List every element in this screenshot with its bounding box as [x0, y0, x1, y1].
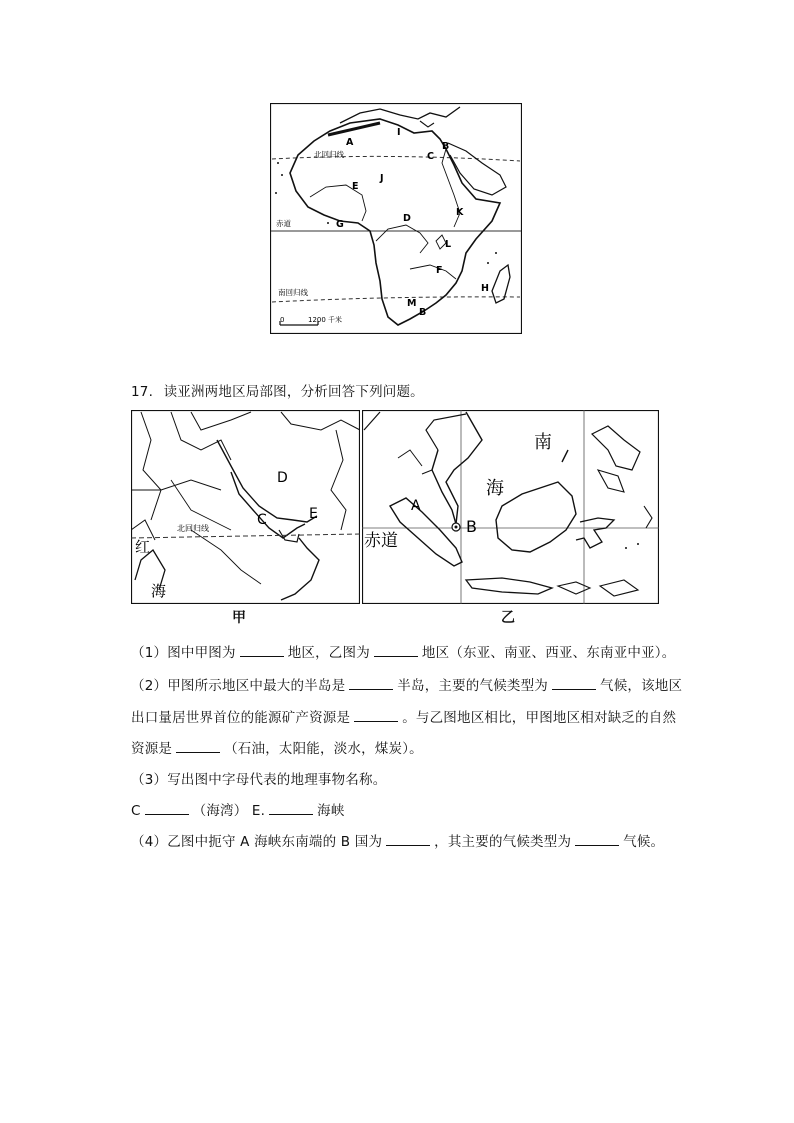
line-2-text-b: 半岛，主要的气候类型为: [397, 678, 548, 694]
label-J: J: [380, 173, 384, 184]
question-line-2: [131, 674, 682, 694]
line-6-text-c: 海峡: [317, 803, 345, 819]
line-7-text-a: （4）乙图中扼守 A 海峡东南端的 B 国为: [131, 834, 383, 850]
line-2-text-a: （2）甲图所示地区中最大的半岛是: [131, 678, 346, 694]
map-yi: [362, 410, 659, 604]
label-A: A: [346, 137, 354, 148]
label-B-bottom: B: [419, 307, 427, 318]
label-H: H: [481, 283, 489, 294]
jia-label-E: E: [309, 506, 318, 522]
answer-blank-9[interactable]: [386, 833, 430, 846]
answer-blank-10[interactable]: [575, 833, 619, 846]
line-7-text-b: ，其主要的气候类型为: [434, 834, 572, 850]
yi-label-B: B: [466, 517, 477, 536]
answer-blank-3[interactable]: [349, 677, 393, 690]
question-line-4: [131, 737, 423, 757]
yi-south-sea-1: 南: [534, 432, 552, 453]
label-K: K: [456, 207, 464, 218]
line-1-text-c: 地区（东亚、南亚、西亚、东南亚中亚）。: [421, 645, 676, 661]
question-line-6: [131, 799, 345, 819]
label-G: G: [336, 219, 344, 230]
line-1-text-b: 地区，乙图为: [287, 645, 370, 661]
line-2-text-c: 气候，该地区: [600, 678, 683, 694]
answer-blank-5[interactable]: [354, 709, 398, 722]
answer-blank-7[interactable]: [145, 802, 189, 815]
scale-zero: 0: [280, 316, 285, 324]
question-line-3: [131, 706, 676, 726]
question-text: 读亚洲两地区局部图，分析回答下列问题。: [163, 384, 424, 400]
label-B-top: B: [442, 141, 450, 152]
label-I: I: [397, 127, 401, 138]
label-M: M: [407, 298, 417, 309]
question-number: 17.: [131, 384, 154, 400]
label-F: F: [436, 265, 443, 276]
jia-red-sea-2: 海: [151, 582, 167, 600]
line-6-text-b: （海湾） E.: [192, 803, 266, 819]
answer-blank-2[interactable]: [374, 644, 418, 657]
tropic-north-label: 北回归线: [314, 150, 344, 159]
tropic-south-label: 南回归线: [278, 288, 308, 297]
question-17-stem: [131, 380, 424, 400]
label-E: E: [352, 181, 359, 192]
label-D: D: [403, 213, 411, 224]
answer-blank-1[interactable]: [240, 644, 284, 657]
answer-blank-6[interactable]: [176, 740, 220, 753]
yi-label-A: A: [411, 498, 421, 514]
question-line-7: [131, 830, 664, 850]
africa-map: [270, 103, 522, 334]
line-5-text: （3）写出图中字母代表的地理事物名称。: [131, 772, 387, 788]
question-line-5: [131, 768, 386, 788]
line-4-text-b: （石油，太阳能，淡水，煤炭）。: [224, 741, 423, 757]
jia-label-D: D: [277, 470, 288, 486]
label-L: L: [445, 239, 452, 250]
answer-blank-8[interactable]: [269, 802, 313, 815]
yi-caption: 乙: [501, 610, 515, 626]
yi-equator-label: 赤道: [364, 531, 398, 551]
equator-label: 赤道: [276, 219, 291, 228]
line-7-text-c: 气候。: [623, 834, 665, 850]
map-jia: [131, 410, 360, 604]
line-3-text-b: 。与乙图地区相比，甲图地区相对缺乏的自然: [402, 710, 677, 726]
jia-tropic-label: 北回归线: [177, 524, 209, 533]
line-6-text-a: C: [131, 803, 141, 819]
yi-south-sea-2: 海: [486, 478, 504, 499]
answer-blank-4[interactable]: [552, 677, 596, 690]
line-4-text-a: 资源是: [131, 741, 173, 757]
line-3-text-a: 出口量居世界首位的能源矿产资源是: [131, 710, 351, 726]
jia-label-C: C: [257, 512, 267, 528]
scale-distance: 1200 千米: [308, 316, 343, 324]
question-line-1: [131, 641, 675, 661]
line-1-text-a: （1）图中甲图为: [131, 645, 236, 661]
jia-caption: 甲: [232, 610, 246, 626]
jia-red-sea-1: 红: [135, 538, 151, 556]
label-C: C: [427, 151, 434, 162]
